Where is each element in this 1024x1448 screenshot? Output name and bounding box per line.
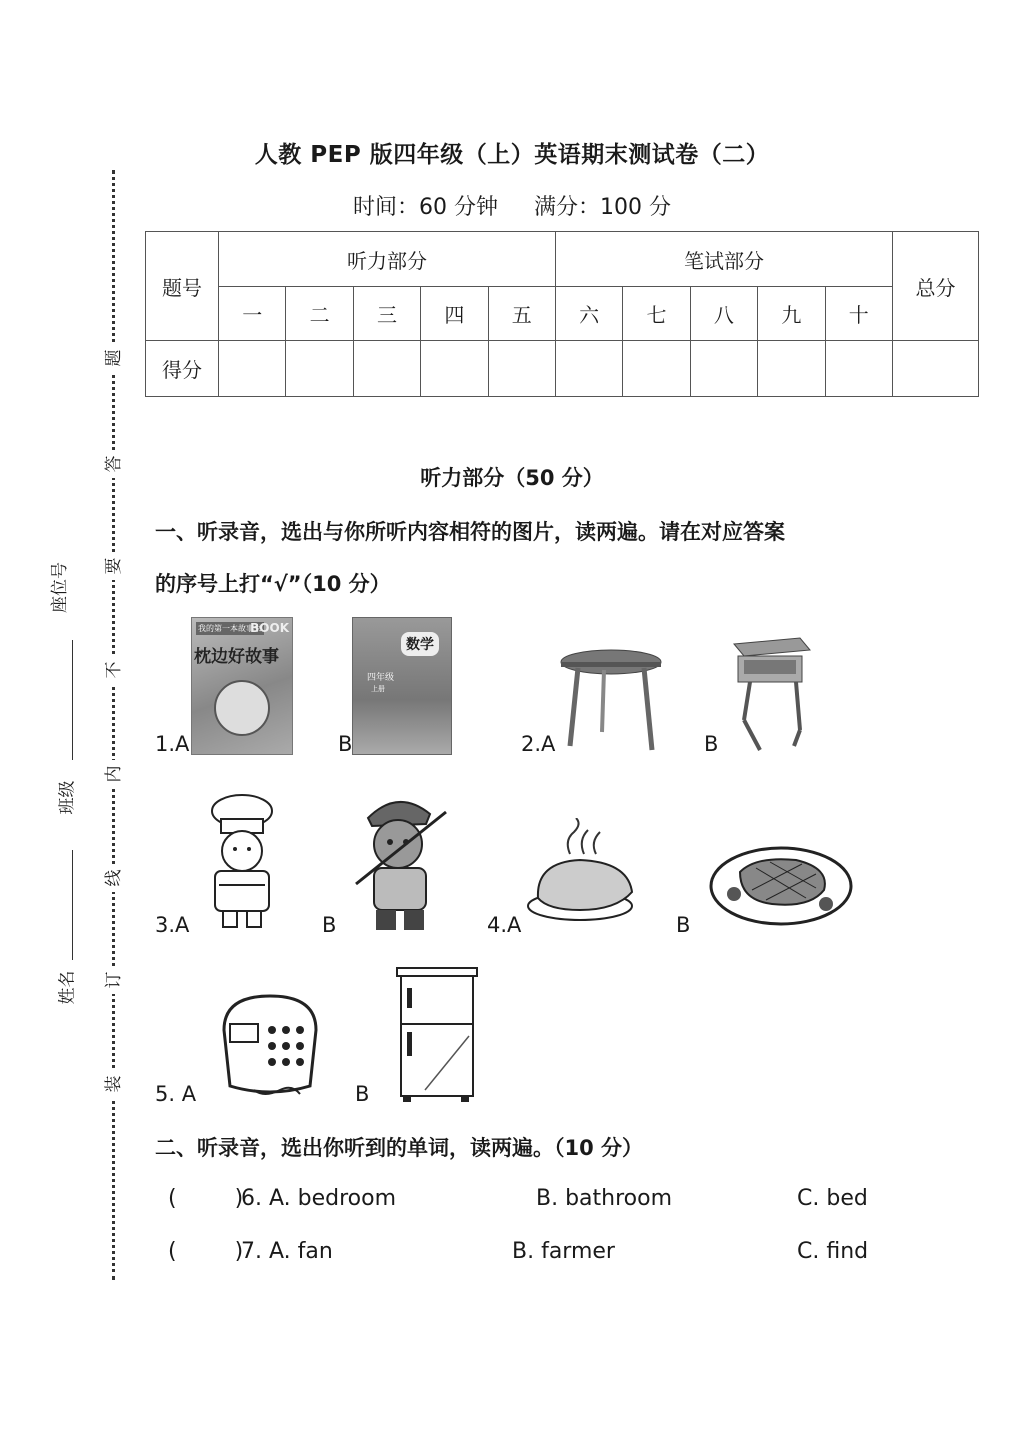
cook-image [203,793,281,935]
seat-underline [72,640,73,760]
total-label: 总分 [893,232,979,341]
q7-option-c[interactable]: C. find [797,1239,869,1264]
score-cell[interactable] [893,341,979,397]
binding-char: 内 [104,760,124,788]
binding-char: 线 [104,864,124,892]
steak-plate-image [706,838,856,932]
item-3b-label[interactable]: B [322,913,337,937]
section-number: 三 [353,287,420,341]
item-5b-label[interactable]: B [355,1082,370,1106]
binding-char: 不 [104,656,124,684]
item-1b-label[interactable]: B [338,732,353,756]
time-limit: 时间：60 分钟 [353,195,498,220]
full-marks: 满分：100 分 [534,195,671,220]
seat-number-field: 座位号 [50,562,70,613]
question-number-label: 题号 [146,232,219,341]
class-field: 班级 [57,780,78,815]
item-2b-label[interactable]: B [704,732,719,756]
writing-label: 笔试部分 [555,232,892,287]
binding-char: 订 [104,966,124,994]
q6-option-b[interactable]: B. bathroom [536,1186,673,1211]
q6-option-c[interactable]: C. bed [797,1186,868,1211]
math-book-image [352,617,452,755]
farmer-image [350,788,460,936]
page-title: 人教 PEP 版四年级（上）英语期末测试卷（二） [254,142,770,168]
roast-chicken-image [524,818,642,924]
refrigerator-image [395,966,479,1104]
book-title: 枕边好故事 [194,647,279,667]
q6-option-a[interactable]: 6. A. bedroom [241,1186,397,1211]
section-number: 七 [623,287,690,341]
binding-char: 要 [104,552,124,580]
score-cell[interactable] [825,341,892,397]
q7-option-a[interactable]: 7. A. fan [241,1239,333,1264]
section-number: 九 [758,287,825,341]
name-field: 姓名 [57,970,78,1005]
math-book-grade: 四年级 [367,673,395,683]
score-cell[interactable] [219,341,286,397]
school-desk-image [730,634,814,754]
item-5a-label[interactable]: 5. A [155,1082,197,1106]
section-number: 六 [555,287,622,341]
section-number: 八 [690,287,757,341]
score-table [145,231,979,397]
item-4b-label[interactable]: B [676,913,691,937]
q7-answer-paren[interactable]: ( ) [168,1239,244,1264]
q7-option-b[interactable]: B. farmer [512,1239,615,1264]
section-number: 十 [825,287,892,341]
score-cell[interactable] [421,341,488,397]
section-number: 一 [219,287,286,341]
round-table-image [556,648,666,754]
binding-dotted-line [112,170,115,1280]
q2-instruction: 二、听录音，选出你听到的单词，读两遍。（10 分） [155,1136,644,1160]
cartoon-character-icon [214,680,270,736]
section-number: 五 [488,287,555,341]
item-2a-label[interactable]: 2.A [521,732,556,756]
section-number: 二 [286,287,353,341]
exam-info [0,190,1024,221]
book-corner-text: BOOK [250,621,289,635]
score-label: 得分 [146,341,219,397]
listening-heading: 听力部分（50 分） [420,466,604,490]
math-book-title: 数学 [401,632,439,656]
telephone-image [214,990,326,1100]
q1-instruction-line1: 一、听录音，选出与你所听内容相符的图片，读两遍。请在对应答案 [155,520,785,544]
listening-label: 听力部分 [219,232,556,287]
item-3a-label[interactable]: 3.A [155,913,190,937]
score-cell[interactable] [353,341,420,397]
item-4a-label[interactable]: 4.A [487,913,522,937]
item-1a-label[interactable]: 1.A [155,732,190,756]
book-top-text: 我的第一本故事书 [198,624,262,633]
binding-char: 装 [104,1070,124,1098]
storybook-image [191,617,293,755]
math-book-volume: 上册 [371,685,385,693]
score-cell[interactable] [758,341,825,397]
score-cell[interactable] [286,341,353,397]
section-number: 四 [421,287,488,341]
binding-char: 答 [104,450,124,478]
score-cell[interactable] [690,341,757,397]
q1-instruction-line2: 的序号上打“√”（10 分） [155,572,391,596]
class-underline [72,850,73,960]
score-cell[interactable] [555,341,622,397]
score-cell[interactable] [623,341,690,397]
q6-answer-paren[interactable]: ( ) [168,1186,244,1211]
binding-char: 题 [104,344,124,372]
score-cell[interactable] [488,341,555,397]
